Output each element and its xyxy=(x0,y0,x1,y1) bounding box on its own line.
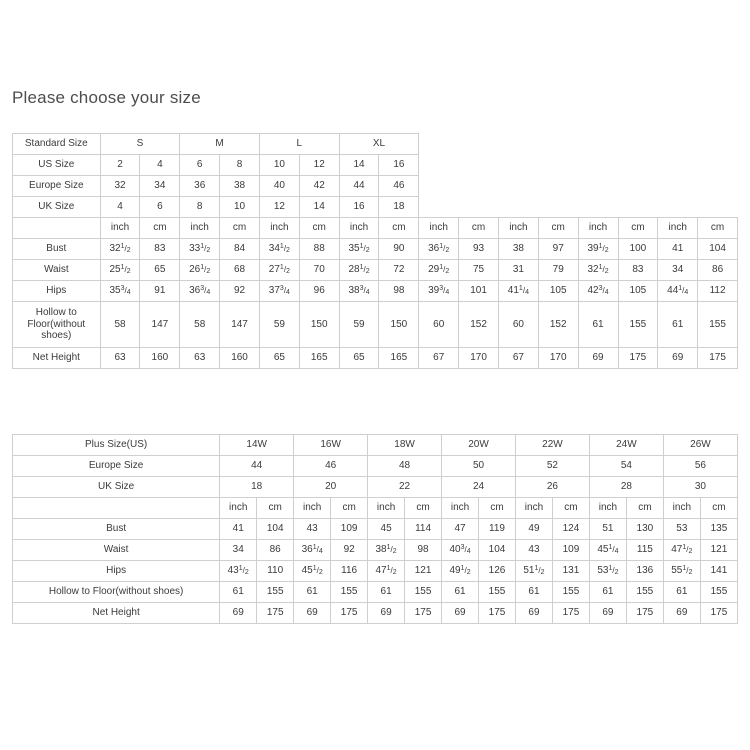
cell: $27^1/2$ xyxy=(259,260,299,281)
cell: 46 xyxy=(379,176,419,197)
cell: 68 xyxy=(220,260,260,281)
unit-cell: cm xyxy=(618,218,658,239)
cell: 18 xyxy=(220,477,294,498)
cell: 47 xyxy=(442,519,479,540)
cell: 69 xyxy=(578,348,618,369)
cell: 69 xyxy=(294,603,331,624)
cell: $33^1/2$ xyxy=(180,239,220,260)
cell: 98 xyxy=(379,281,419,302)
table-row xyxy=(13,197,738,218)
cell: $35^3/4$ xyxy=(100,281,140,302)
cell: 67 xyxy=(498,348,538,369)
cell: $47^1/2$ xyxy=(368,561,405,582)
cell: $36^1/2$ xyxy=(419,239,459,260)
cell: 45 xyxy=(368,519,405,540)
cell: 8 xyxy=(180,197,220,218)
cell: 155 xyxy=(700,582,737,603)
group-header-18W: 18W xyxy=(368,435,442,456)
cell: 4 xyxy=(100,197,140,218)
cell: 32 xyxy=(100,176,140,197)
cell: 52 xyxy=(515,456,589,477)
cell: 93 xyxy=(459,239,499,260)
cell: 75 xyxy=(459,260,499,281)
cell: $29^1/2$ xyxy=(419,260,459,281)
cell: 155 xyxy=(331,582,368,603)
cell: $55^1/2$ xyxy=(663,561,700,582)
cell: 84 xyxy=(220,239,260,260)
cell: 18 xyxy=(379,197,419,218)
unit-cell: cm xyxy=(299,218,339,239)
cell: 58 xyxy=(100,302,140,348)
unit-cell: cm xyxy=(331,498,368,519)
group-header-26W: 26W xyxy=(663,435,737,456)
cell: 61 xyxy=(578,302,618,348)
unit-cell: inch xyxy=(658,218,698,239)
cell: 175 xyxy=(626,603,663,624)
cell: 34 xyxy=(140,176,180,197)
cell: 109 xyxy=(552,540,589,561)
row-label: US Size xyxy=(13,155,101,176)
cell: 126 xyxy=(479,561,516,582)
cell: 152 xyxy=(459,302,499,348)
group-header-20W: 20W xyxy=(442,435,516,456)
cell: 90 xyxy=(379,239,419,260)
cell: 92 xyxy=(331,540,368,561)
cell: 10 xyxy=(220,197,260,218)
cell: 30 xyxy=(663,477,737,498)
cell: 67 xyxy=(419,348,459,369)
table-row xyxy=(13,260,738,281)
cell: 43 xyxy=(515,540,552,561)
cell: 155 xyxy=(552,582,589,603)
cell: 50 xyxy=(442,456,516,477)
cell: 61 xyxy=(515,582,552,603)
group-header-label: Plus Size(US) xyxy=(13,435,220,456)
row-label: Hollow to Floor(without shoes) xyxy=(13,302,101,348)
cell: 160 xyxy=(220,348,260,369)
cell: 69 xyxy=(663,603,700,624)
cell: 141 xyxy=(700,561,737,582)
cell: 86 xyxy=(257,540,294,561)
cell: 2 xyxy=(100,155,140,176)
cell: 60 xyxy=(419,302,459,348)
cell: 175 xyxy=(552,603,589,624)
cell: $34^1/2$ xyxy=(259,239,299,260)
cell: 61 xyxy=(589,582,626,603)
cell: 26 xyxy=(515,477,589,498)
table-row xyxy=(13,435,738,456)
row-label: Net Height xyxy=(13,348,101,369)
cell: 105 xyxy=(618,281,658,302)
cell: 175 xyxy=(331,603,368,624)
row-label: Bust xyxy=(13,239,101,260)
cell: 109 xyxy=(331,519,368,540)
cell: 22 xyxy=(368,477,442,498)
standard-size-table-wrapper xyxy=(12,133,738,369)
cell: 121 xyxy=(405,561,442,582)
cell: $40^3/4$ xyxy=(442,540,479,561)
unit-cell: inch xyxy=(663,498,700,519)
table-row xyxy=(13,498,738,519)
unit-cell: cm xyxy=(698,218,738,239)
cell: 72 xyxy=(379,260,419,281)
cell: 61 xyxy=(368,582,405,603)
unit-cell: inch xyxy=(339,218,379,239)
row-label: Bust xyxy=(13,519,220,540)
cell: 65 xyxy=(339,348,379,369)
cell: 16 xyxy=(339,197,379,218)
cell: $53^1/2$ xyxy=(589,561,626,582)
cell: 155 xyxy=(405,582,442,603)
plus-size-table-wrapper xyxy=(12,434,738,624)
cell: 70 xyxy=(299,260,339,281)
cell: 170 xyxy=(459,348,499,369)
table-row xyxy=(13,603,738,624)
cell: 150 xyxy=(299,302,339,348)
table-row xyxy=(13,348,738,369)
table-row xyxy=(13,155,738,176)
cell: 147 xyxy=(220,302,260,348)
cell: 121 xyxy=(700,540,737,561)
cell: $38^1/2$ xyxy=(368,540,405,561)
cell: $28^1/2$ xyxy=(339,260,379,281)
plus-size-table xyxy=(12,434,738,624)
unit-cell: inch xyxy=(515,498,552,519)
row-label: Waist xyxy=(13,260,101,281)
table-row xyxy=(13,218,738,239)
cell: 155 xyxy=(698,302,738,348)
cell: 165 xyxy=(299,348,339,369)
cell: 170 xyxy=(538,348,578,369)
unit-row-spacer xyxy=(13,218,101,239)
cell: $39^1/2$ xyxy=(578,239,618,260)
row-label: Hips xyxy=(13,561,220,582)
table-row xyxy=(13,456,738,477)
unit-cell: cm xyxy=(538,218,578,239)
table-row xyxy=(13,519,738,540)
cell: $42^3/4$ xyxy=(578,281,618,302)
cell: 86 xyxy=(698,260,738,281)
unit-cell: inch xyxy=(180,218,220,239)
cell: 59 xyxy=(259,302,299,348)
cell: $41^1/4$ xyxy=(498,281,538,302)
group-header-22W: 22W xyxy=(515,435,589,456)
cell: 69 xyxy=(515,603,552,624)
cell: 31 xyxy=(498,260,538,281)
cell: 147 xyxy=(140,302,180,348)
group-header-14W: 14W xyxy=(220,435,294,456)
unit-cell: cm xyxy=(552,498,589,519)
cell: 97 xyxy=(538,239,578,260)
cell: 49 xyxy=(515,519,552,540)
unit-cell: cm xyxy=(257,498,294,519)
cell: 41 xyxy=(658,239,698,260)
cell: $45^1/4$ xyxy=(589,540,626,561)
cell: 155 xyxy=(479,582,516,603)
cell: 56 xyxy=(663,456,737,477)
cell: 6 xyxy=(180,155,220,176)
cell: 28 xyxy=(589,477,663,498)
cell: $37^3/4$ xyxy=(259,281,299,302)
cell: 175 xyxy=(700,603,737,624)
unit-cell: inch xyxy=(498,218,538,239)
cell: $35^1/2$ xyxy=(339,239,379,260)
cell: 92 xyxy=(220,281,260,302)
cell: 175 xyxy=(257,603,294,624)
cell: 20 xyxy=(294,477,368,498)
unit-cell: inch xyxy=(578,218,618,239)
unit-cell: inch xyxy=(259,218,299,239)
cell: $25^1/2$ xyxy=(100,260,140,281)
cell: 6 xyxy=(140,197,180,218)
cell: 110 xyxy=(257,561,294,582)
cell: 131 xyxy=(552,561,589,582)
cell: 155 xyxy=(257,582,294,603)
unit-cell: cm xyxy=(459,218,499,239)
cell: 112 xyxy=(698,281,738,302)
cell: 114 xyxy=(405,519,442,540)
cell: 12 xyxy=(259,197,299,218)
cell: 88 xyxy=(299,239,339,260)
cell: 44 xyxy=(339,176,379,197)
cell: 14 xyxy=(339,155,379,176)
group-header-L: L xyxy=(259,134,339,155)
table-row xyxy=(13,540,738,561)
table-row xyxy=(13,561,738,582)
row-label: Hollow to Floor(without shoes) xyxy=(13,582,220,603)
cell: $32^1/2$ xyxy=(100,239,140,260)
cell: $45^1/2$ xyxy=(294,561,331,582)
table-row xyxy=(13,582,738,603)
group-header-M: M xyxy=(180,134,260,155)
cell: 44 xyxy=(220,456,294,477)
cell: 63 xyxy=(100,348,140,369)
unit-cell: inch xyxy=(442,498,479,519)
cell: 16 xyxy=(379,155,419,176)
table-row xyxy=(13,134,738,155)
standard-size-table xyxy=(12,133,738,369)
cell: 69 xyxy=(220,603,257,624)
cell: 36 xyxy=(180,176,220,197)
row-label: Europe Size xyxy=(13,456,220,477)
group-header-label: Standard Size xyxy=(13,134,101,155)
unit-cell: inch xyxy=(589,498,626,519)
cell: 53 xyxy=(663,519,700,540)
cell: 130 xyxy=(626,519,663,540)
cell: 100 xyxy=(618,239,658,260)
cell: 175 xyxy=(618,348,658,369)
cell: 152 xyxy=(538,302,578,348)
unit-cell: cm xyxy=(379,218,419,239)
group-header-XL: XL xyxy=(339,134,419,155)
cell: 69 xyxy=(442,603,479,624)
cell: 40 xyxy=(259,176,299,197)
cell: 104 xyxy=(698,239,738,260)
cell: 61 xyxy=(294,582,331,603)
cell: 150 xyxy=(379,302,419,348)
unit-cell: inch xyxy=(220,498,257,519)
cell: 136 xyxy=(626,561,663,582)
cell: $44^1/4$ xyxy=(658,281,698,302)
cell: 116 xyxy=(331,561,368,582)
cell: 51 xyxy=(589,519,626,540)
cell: 14 xyxy=(299,197,339,218)
cell: 69 xyxy=(658,348,698,369)
cell: 24 xyxy=(442,477,516,498)
unit-cell: inch xyxy=(419,218,459,239)
cell: 38 xyxy=(220,176,260,197)
cell: $49^1/2$ xyxy=(442,561,479,582)
unit-cell: cm xyxy=(405,498,442,519)
cell: 54 xyxy=(589,456,663,477)
cell: 104 xyxy=(257,519,294,540)
cell: 69 xyxy=(589,603,626,624)
cell: 61 xyxy=(220,582,257,603)
group-header-16W: 16W xyxy=(294,435,368,456)
cell: $26^1/2$ xyxy=(180,260,220,281)
cell: 34 xyxy=(220,540,257,561)
cell: 41 xyxy=(220,519,257,540)
row-label: Europe Size xyxy=(13,176,101,197)
cell: 175 xyxy=(479,603,516,624)
cell: 101 xyxy=(459,281,499,302)
cell: 155 xyxy=(626,582,663,603)
cell: 175 xyxy=(405,603,442,624)
cell: $39^3/4$ xyxy=(419,281,459,302)
table-row xyxy=(13,281,738,302)
unit-cell: inch xyxy=(368,498,405,519)
unit-cell: inch xyxy=(294,498,331,519)
cell: 42 xyxy=(299,176,339,197)
cell: 60 xyxy=(498,302,538,348)
table-row xyxy=(13,176,738,197)
row-label: UK Size xyxy=(13,477,220,498)
cell: 124 xyxy=(552,519,589,540)
cell: $51^1/2$ xyxy=(515,561,552,582)
unit-cell: cm xyxy=(220,218,260,239)
cell: 8 xyxy=(220,155,260,176)
table-row xyxy=(13,302,738,348)
cell: 12 xyxy=(299,155,339,176)
cell: 69 xyxy=(368,603,405,624)
unit-cell: cm xyxy=(479,498,516,519)
cell: $47^1/2$ xyxy=(663,540,700,561)
row-label: UK Size xyxy=(13,197,101,218)
cell: 61 xyxy=(658,302,698,348)
cell: 91 xyxy=(140,281,180,302)
group-header-S: S xyxy=(100,134,180,155)
page-title: Please choose your size xyxy=(12,88,201,107)
cell: 59 xyxy=(339,302,379,348)
unit-cell: cm xyxy=(140,218,180,239)
unit-cell: cm xyxy=(700,498,737,519)
cell: 119 xyxy=(479,519,516,540)
cell: 96 xyxy=(299,281,339,302)
cell: 63 xyxy=(180,348,220,369)
cell: 79 xyxy=(538,260,578,281)
cell: 10 xyxy=(259,155,299,176)
cell: 83 xyxy=(618,260,658,281)
cell: 61 xyxy=(442,582,479,603)
row-label: Net Height xyxy=(13,603,220,624)
cell: 4 xyxy=(140,155,180,176)
cell: 58 xyxy=(180,302,220,348)
cell: 34 xyxy=(658,260,698,281)
cell: 65 xyxy=(140,260,180,281)
unit-cell: inch xyxy=(100,218,140,239)
cell: 175 xyxy=(698,348,738,369)
group-header-24W: 24W xyxy=(589,435,663,456)
cell: $36^3/4$ xyxy=(180,281,220,302)
cell: 61 xyxy=(663,582,700,603)
cell: $38^3/4$ xyxy=(339,281,379,302)
cell: 165 xyxy=(379,348,419,369)
cell: 83 xyxy=(140,239,180,260)
row-label: Hips xyxy=(13,281,101,302)
cell: 43 xyxy=(294,519,331,540)
cell: 115 xyxy=(626,540,663,561)
table-row xyxy=(13,477,738,498)
cell: 160 xyxy=(140,348,180,369)
cell: 46 xyxy=(294,456,368,477)
cell: 155 xyxy=(618,302,658,348)
cell: $43^1/2$ xyxy=(220,561,257,582)
row-label: Waist xyxy=(13,540,220,561)
cell: 105 xyxy=(538,281,578,302)
cell: $36^1/4$ xyxy=(294,540,331,561)
cell: 38 xyxy=(498,239,538,260)
cell: 135 xyxy=(700,519,737,540)
cell: 104 xyxy=(479,540,516,561)
cell: $32^1/2$ xyxy=(578,260,618,281)
unit-row-spacer xyxy=(13,498,220,519)
unit-cell: cm xyxy=(626,498,663,519)
table-row xyxy=(13,239,738,260)
cell: 65 xyxy=(259,348,299,369)
cell: 98 xyxy=(405,540,442,561)
cell: 48 xyxy=(368,456,442,477)
